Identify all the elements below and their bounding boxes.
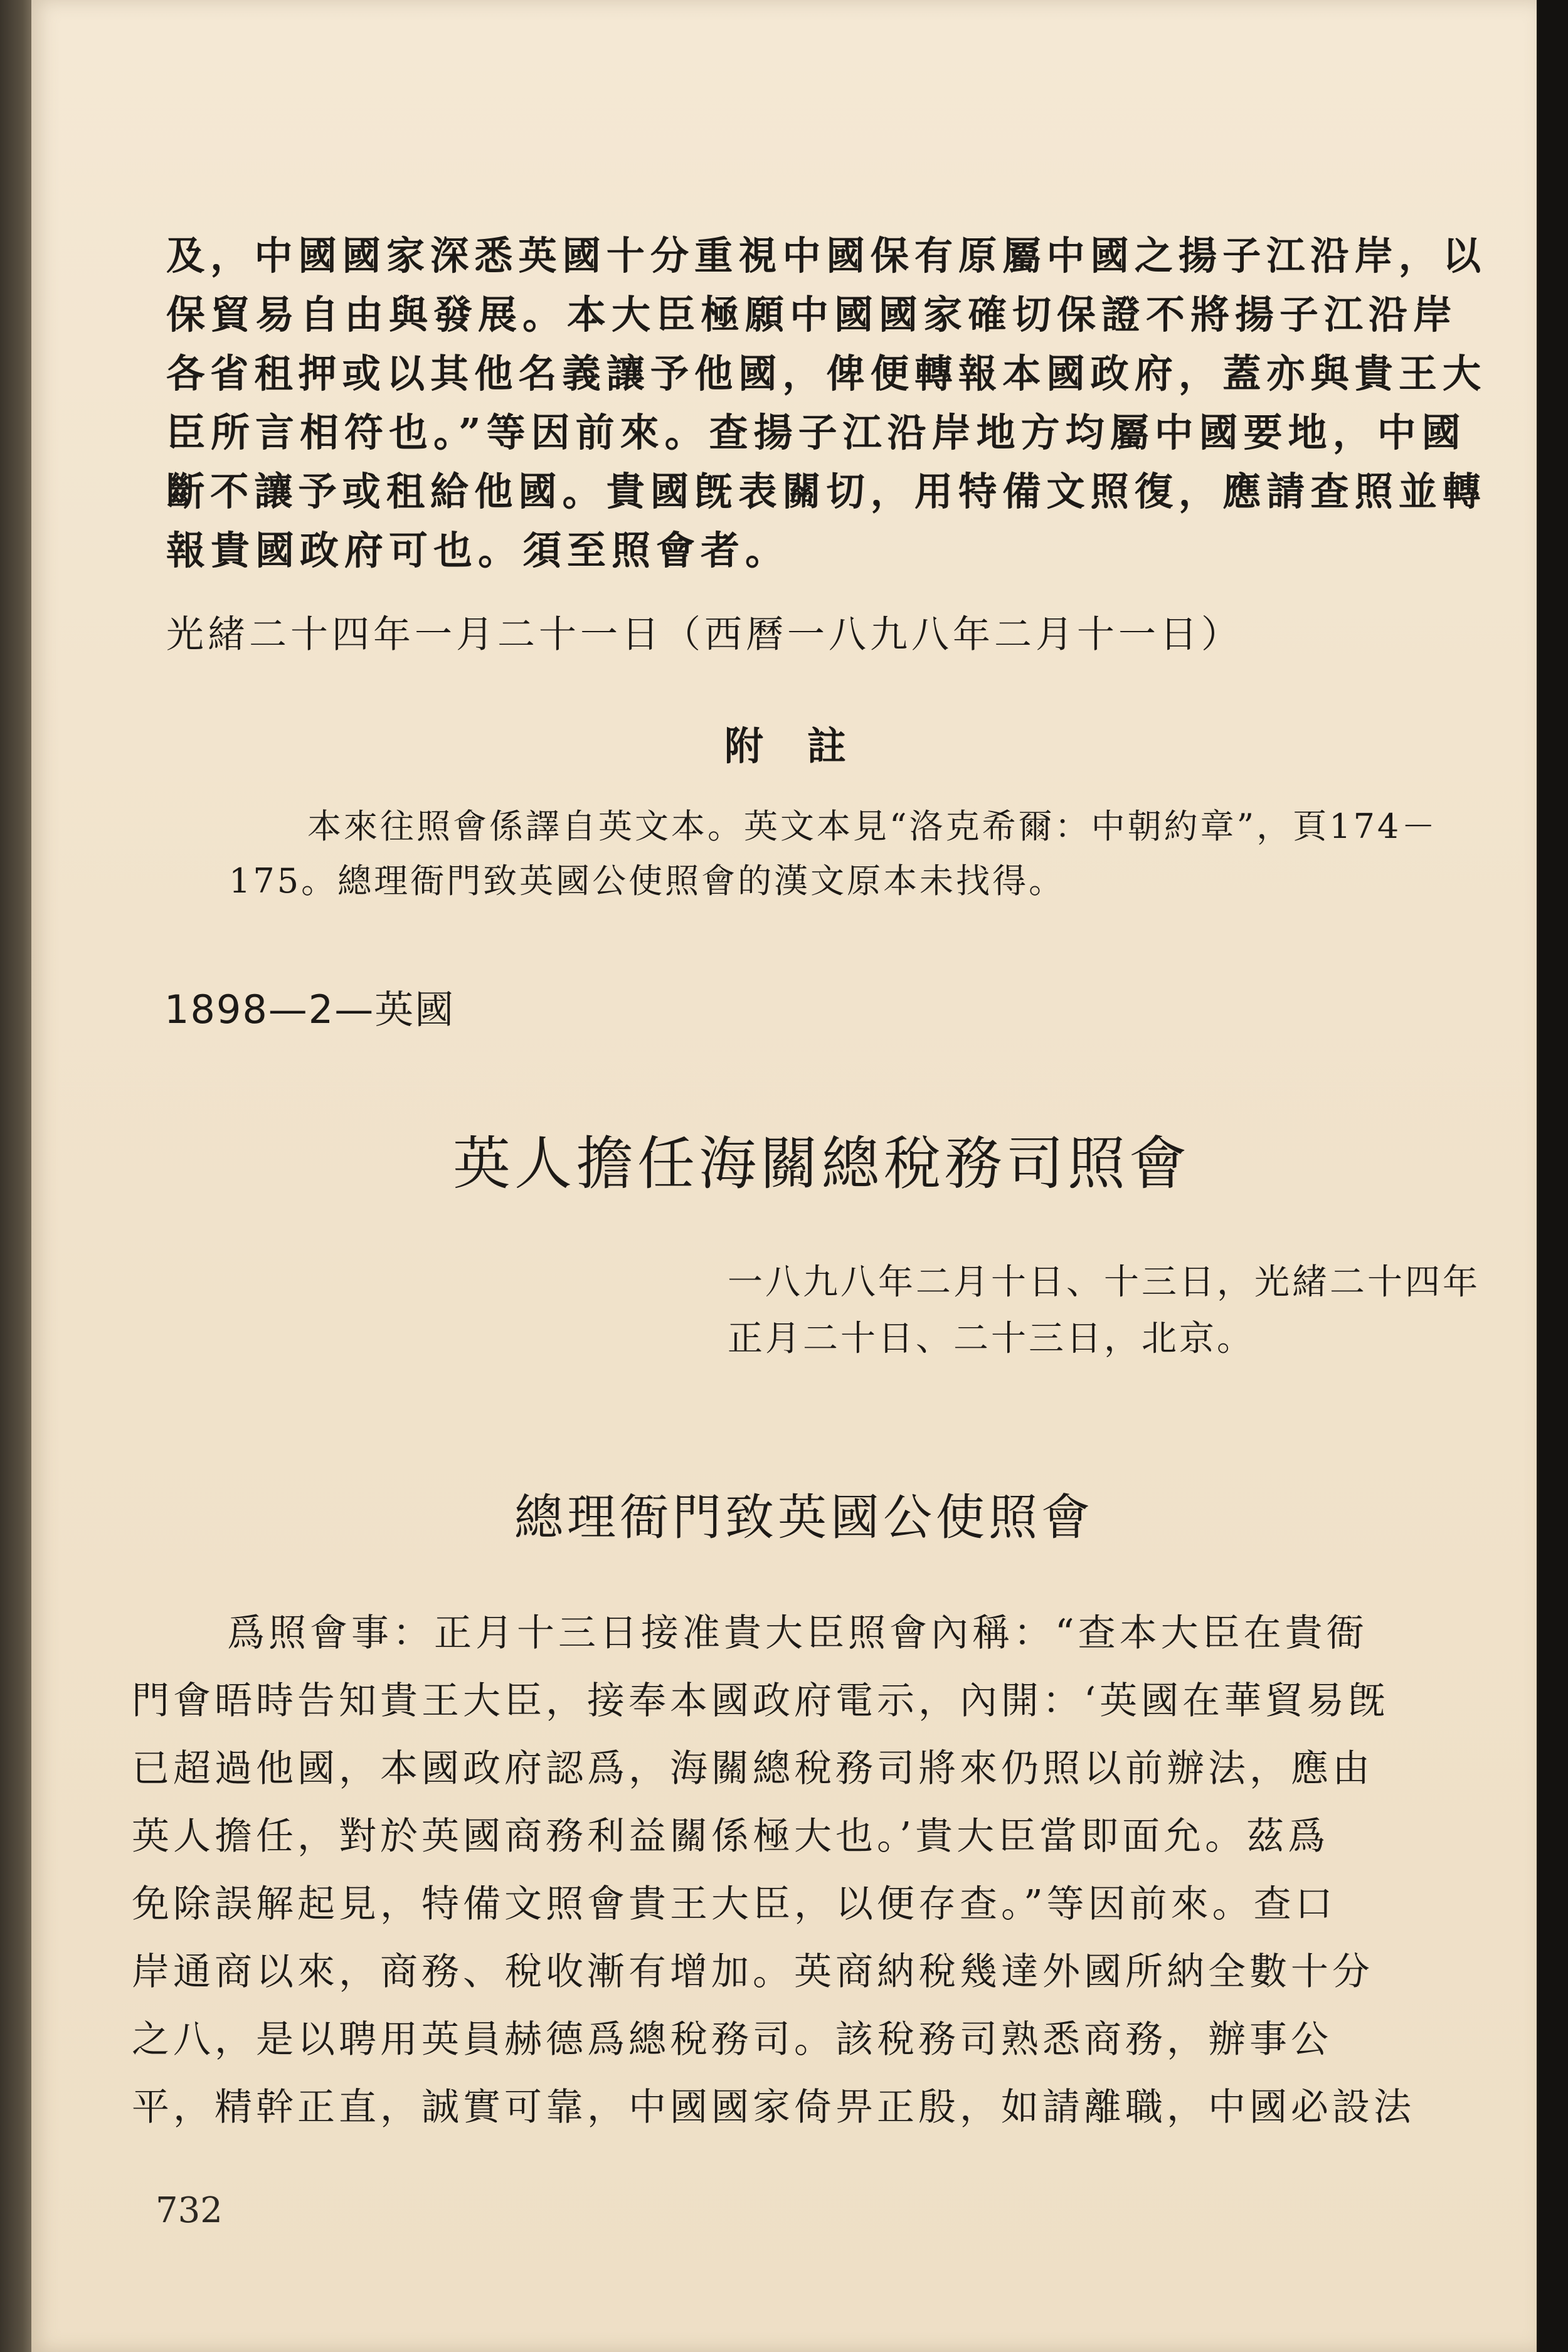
continuation-line-1: 及，中國國家深悉英國十分重視中國保有原屬中國之揚子江沿岸，以 <box>166 233 1487 278</box>
note-line-1: 本來往照會係譯自英文本。英文本見“洛克希爾：中朝約章”，頁174－ <box>307 807 1438 846</box>
body-line-4: 英人擔任，對於英國商務利益關係極大也。’貴大臣當即面允。茲爲 <box>132 1814 1330 1858</box>
body-line-7: 之八，是以聘用英員赫德爲總稅務司。該稅務司熟悉商務，辦事公 <box>132 2018 1332 2062</box>
body-line-6: 岸通商以來，商務、稅收漸有增加。英商納稅幾達外國所納全數十分 <box>132 1950 1374 1994</box>
note-line-2: 175。總理衙門致英國公使照會的漢文原本未找得。 <box>229 861 1066 901</box>
sub-title: 總理衙門致英國公使照會 <box>514 1490 1094 1546</box>
first-date: 光緒二十四年一月二十一日（西曆一八九八年二月十一日） <box>166 613 1242 657</box>
date-line-2: 正月二十日、二十三日，北京。 <box>728 1318 1254 1359</box>
continuation-line-3: 各省租押或以其他名義讓予他國，俾便轉報本國政府，蓋亦與貴王大 <box>166 351 1487 396</box>
body-line-3: 已超過他國，本國政府認爲，海關總稅務司將來仍照以前辦法，應由 <box>132 1747 1374 1791</box>
continuation-line-6: 報貴國政府可也。須至照會者。 <box>166 527 790 573</box>
page-number: 732 <box>156 2190 223 2231</box>
body-line-2: 門會晤時告知貴王大臣，接奉本國政府電示，內開：‘英國在華貿易旣 <box>132 1679 1390 1723</box>
body-line-5: 免除誤解起見，特備文照會貴王大臣，以便存查。”等因前來。查口 <box>132 1882 1337 1926</box>
continuation-line-4: 臣所言相符也。”等因前來。查揚子江沿岸地方均屬中國要地，中國 <box>166 410 1466 455</box>
note-title: 附註 <box>724 723 891 769</box>
body-line-8: 平，精幹正直，誠實可靠，中國國家倚畀正殷，如請離職，中國必設法 <box>132 2085 1415 2129</box>
continuation-line-5: 斷不讓予或租給他國。貴國旣表關切，用特備文照復，應請查照並轉 <box>166 469 1487 514</box>
continuation-line-2: 保貿易自由與發展。本大臣極願中國國家確切保證不將揚子江沿岸 <box>166 292 1458 337</box>
document-number: 1898—2—英國 <box>164 987 455 1032</box>
background-edge <box>1538 0 1568 2352</box>
main-title: 英人擔任海關總稅務司照會 <box>453 1130 1191 1197</box>
body-line-1: 爲照會事：正月十三日接准貴大臣照會內稱：“查本大臣在貴衙 <box>227 1611 1368 1655</box>
date-line-1: 一八九八年二月十日、十三日，光緒二十四年 <box>728 1262 1480 1303</box>
